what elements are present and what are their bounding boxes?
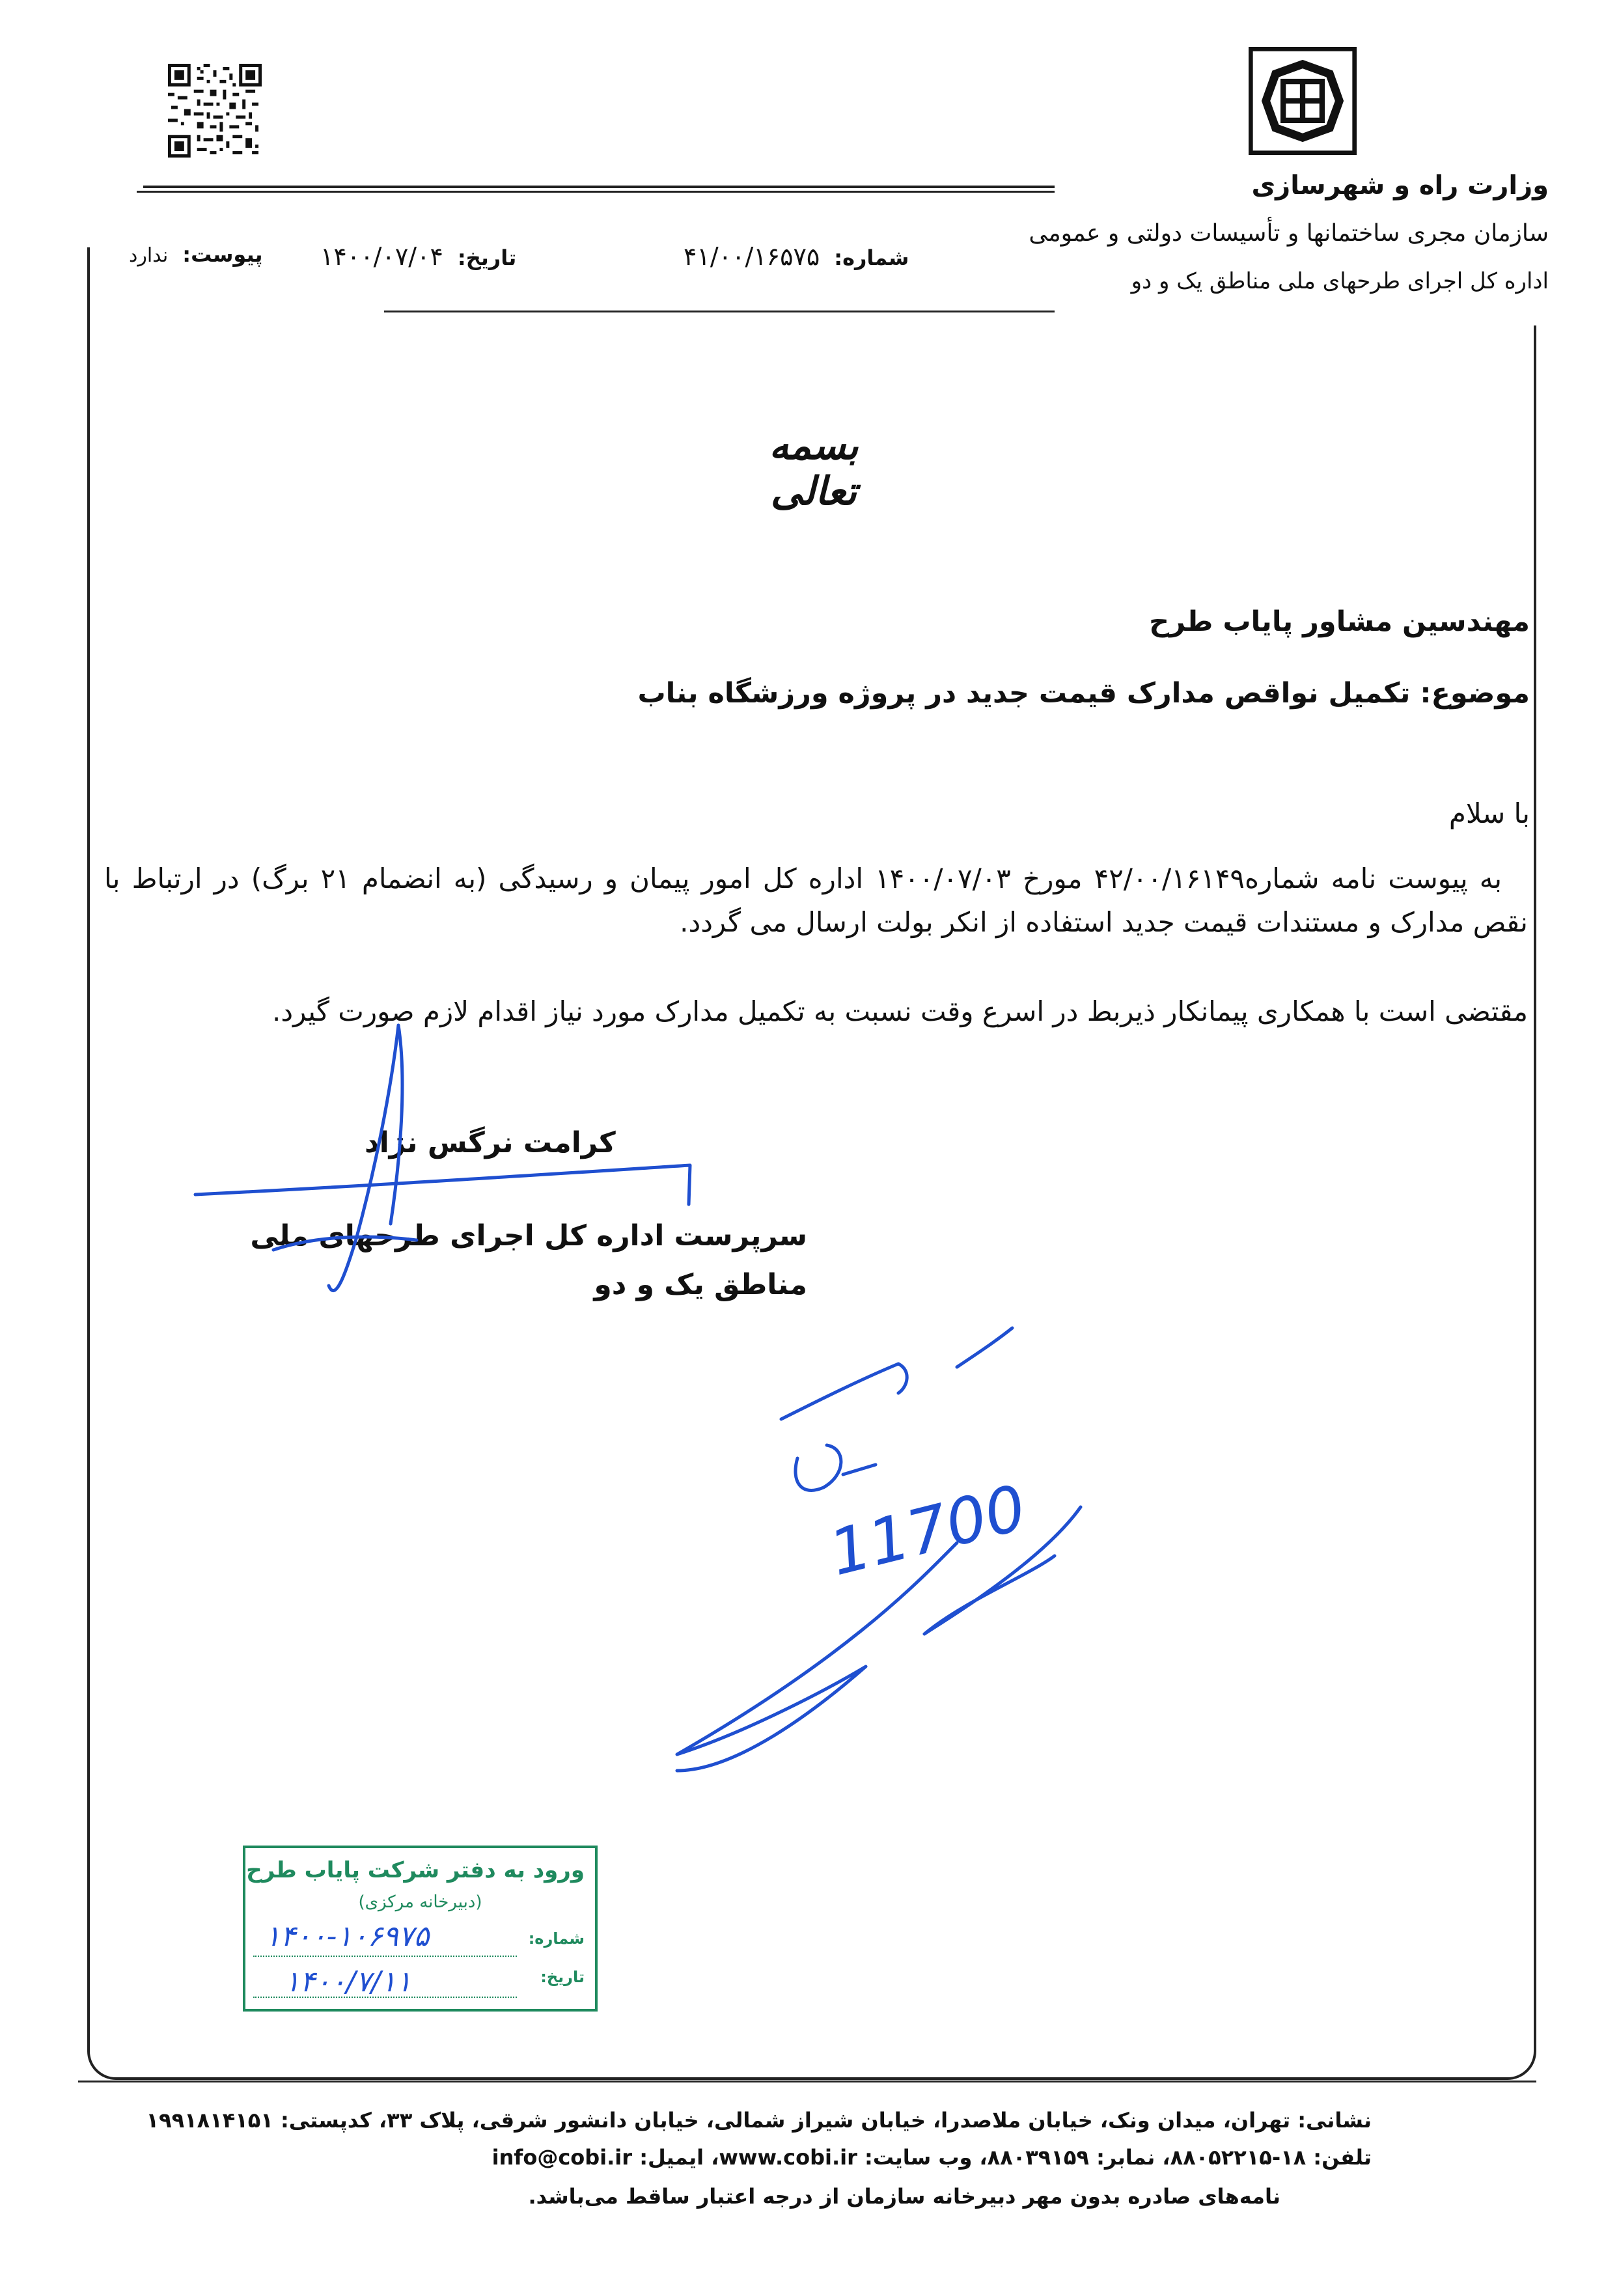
subject: موضوع: تکمیل نواقص مدارک قیمت جدید در پروژه ورزشگاه بناب [637, 677, 1530, 710]
frame-mask [365, 306, 391, 325]
department-name: اداره کل اجرای طرحهای ملی مناطق یک و دو [1131, 268, 1549, 294]
stamp-date-label: تاریخ: [540, 1968, 585, 1986]
qr-code [168, 64, 262, 158]
stamp-date-value: ۱۴۰۰/۷/۱۱ [284, 1965, 412, 1999]
handwritten-number: 11700 [822, 1471, 1033, 1590]
signer-title: سرپرست اداره کل اجرای طرحهای ملی مناطق یک و دو [250, 1219, 807, 1301]
letter-date-label: تاریخ: [457, 245, 517, 270]
footer-address: نشانی: تهران، میدان ونک، خیابان ملاصدرا، خیابان شیراز شمالی، خیابان دانشور شرقی، پلاک ۳۳، کدپستی: ۱۹۹۱۸۱۴۱۵۱ [146, 2108, 1372, 2133]
letter-date-value: ۱۴۰۰/۰۷/۰۴ [320, 242, 443, 271]
footer-notice: نامه‌های صادره بدون مهر دبیرخانه سازمان از درجه اعتبار ساقط می‌باشد. [528, 2184, 1280, 2209]
greeting: با سلام [1448, 797, 1530, 829]
body-paragraph-2: مقتضی است با همکاری پیمانکار ذیربط در اسرع وقت نسبت به تکمیل مدارک مورد نیاز اقدام لازم صورت گیرد. [272, 995, 1528, 1027]
footer-rule [78, 2081, 1536, 2082]
received-stamp [243, 1846, 598, 2012]
ministry-name: وزارت راه و شهرسازی [1251, 171, 1549, 201]
header-rule-bottom [384, 311, 1055, 312]
letter-attachment [129, 242, 263, 267]
body-paragraph-1: به پیوست نامه شماره۴۲/۰۰/۱۶۱۴۹ مورخ ۱۴۰۰/۰۷/۰۳ اداره کل امور پیمان و رسیدگی (به انضمام ۲۱ برگ) در ارتباط با نقص مدارک و مستندات قیمت جدید استفاده از انکر بولت ارسال می گردد. [104, 863, 1528, 939]
stamp-title: ورود به دفتر شرکت پایاب طرح [246, 1857, 585, 1883]
frame-mask [78, 176, 143, 247]
letter-date [320, 242, 516, 271]
stamp-number-line [253, 1956, 517, 1957]
header-rule-top [137, 191, 1055, 193]
stamp-number-value: ۱۴۰۰-۱۰۶۹۷۵ [265, 1920, 430, 1953]
invocation: بسمه تعالی [769, 423, 859, 514]
signer-name: کرامت نرگس نژاد [365, 1126, 616, 1159]
letter-number-value: ۴۱/۰۰/۱۶۵۷۵ [684, 242, 820, 271]
attachment-label: پیوست: [182, 242, 263, 267]
ministry-logo [1249, 47, 1357, 155]
addressee: مهندسین مشاور پایاب طرح [1149, 605, 1530, 638]
letter-number [684, 242, 909, 271]
letter-number-label: شماره: [834, 245, 909, 270]
stamp-subtitle: (دبیرخانه مرکزی) [358, 1892, 482, 1912]
footer-contact: تلفن: ۱۸-۸۸۰۵۲۲۱۵، نمابر: ۸۸۰۳۹۱۵۹، وب سایت: www.cobi.ir، ایمیل: info@cobi.ir [491, 2145, 1372, 2170]
attachment-value: ندارد [129, 244, 169, 267]
stamp-number-label: شماره: [528, 1929, 585, 1948]
organization-name: سازمان مجری ساختمانها و تأسیسات دولتی و عمومی [1029, 220, 1549, 247]
